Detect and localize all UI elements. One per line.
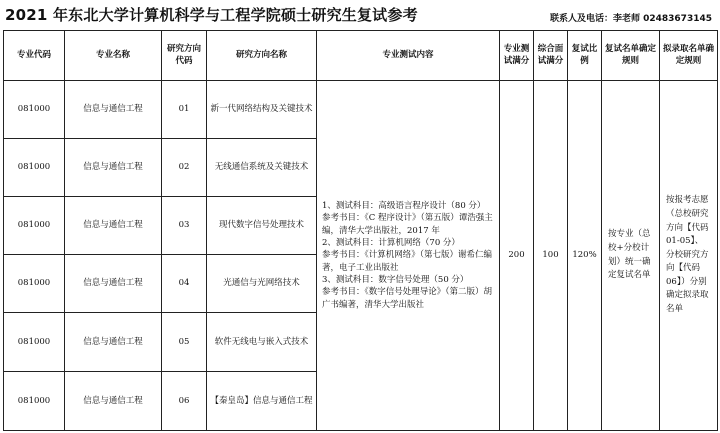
admission-table (3, 30, 718, 431)
direction-name-cell: 现代数字信号处理技术 (207, 197, 317, 255)
header-row (4, 31, 718, 81)
major-name-cell: 信息与通信工程 (65, 372, 162, 431)
header-ratio: 复试比例 (568, 31, 602, 81)
major-name-cell: 信息与通信工程 (65, 139, 162, 197)
table-row (4, 81, 718, 139)
header-test-content: 专业测试内容 (317, 31, 500, 81)
test-full-cell: 200 (500, 81, 534, 431)
direction-name-cell: 无线通信系统及关键技术 (207, 139, 317, 197)
header-rule1: 复试名单确定规则 (602, 31, 660, 81)
header-interview-full: 综合面试满分 (534, 31, 568, 81)
direction-name-cell: 光通信与光网络技术 (207, 255, 317, 313)
major-name-cell: 信息与通信工程 (65, 255, 162, 313)
test-content-cell (317, 81, 500, 431)
direction-name-cell: 软件无线电与嵌入式技术 (207, 313, 317, 372)
header-direction-code: 研究方向代码 (162, 31, 207, 81)
rule2-cell: 按报考志愿（总校研究方向【代码 01-05】、分校研究方向【代码 06】）分别确定拟录取名单 (660, 81, 718, 431)
direction-name-cell: 【秦皇岛】信息与通信工程 (207, 372, 317, 431)
test-content-line: 3、测试科目：数字信号处理（50 分） (322, 274, 469, 285)
title-bar (0, 0, 720, 30)
direction-code-cell: 01 (162, 81, 207, 139)
test-content-line: 参考书目：《计算机网络》（第七版）谢希仁编著，电子工业出版社 (322, 250, 493, 273)
test-content-line: 参考书目：《数字信号处理导论》（第二版）胡广书编著，清华大学出版社 (322, 287, 493, 310)
direction-code-cell: 03 (162, 197, 207, 255)
test-content-line: 1、测试科目：高级语言程序设计（80 分） (322, 201, 486, 212)
direction-name-cell: 新一代网络结构及关键技术 (207, 81, 317, 139)
direction-code-cell: 05 (162, 313, 207, 372)
major-code-cell: 081000 (4, 313, 65, 372)
direction-code-cell: 06 (162, 372, 207, 431)
major-name-cell: 信息与通信工程 (65, 313, 162, 372)
header-test-full: 专业测试满分 (500, 31, 534, 81)
direction-code-cell: 04 (162, 255, 207, 313)
major-code-cell: 081000 (4, 139, 65, 197)
contact-info: 联系人及电话：李老师 02483673145 (549, 14, 712, 24)
header-rule2: 拟录取名单确定规则 (660, 31, 718, 81)
document-title: 2021 年东北大学计算机科学与工程学院硕士研究生复试参考 (5, 6, 418, 24)
ratio-cell: 120% (568, 81, 602, 431)
interview-full-cell: 100 (534, 81, 568, 431)
test-content-line: 参考书目：《C 程序设计》（第五版）谭浩强主编，清华大学出版社，2017 年 (322, 213, 493, 236)
major-name-cell: 信息与通信工程 (65, 197, 162, 255)
major-code-cell: 081000 (4, 372, 65, 431)
major-code-cell: 081000 (4, 255, 65, 313)
major-code-cell: 081000 (4, 197, 65, 255)
major-name-cell: 信息与通信工程 (65, 81, 162, 139)
direction-code-cell: 02 (162, 139, 207, 197)
header-major-code: 专业代码 (4, 31, 65, 81)
rule1-cell: 按专业（总校+分校计划）统一确定复试名单 (602, 81, 660, 431)
major-code-cell: 081000 (4, 81, 65, 139)
header-direction-name: 研究方向名称 (207, 31, 317, 81)
test-content-line: 2、测试科目：计算机网络（70 分） (322, 238, 460, 249)
header-major-name: 专业名称 (65, 31, 162, 81)
